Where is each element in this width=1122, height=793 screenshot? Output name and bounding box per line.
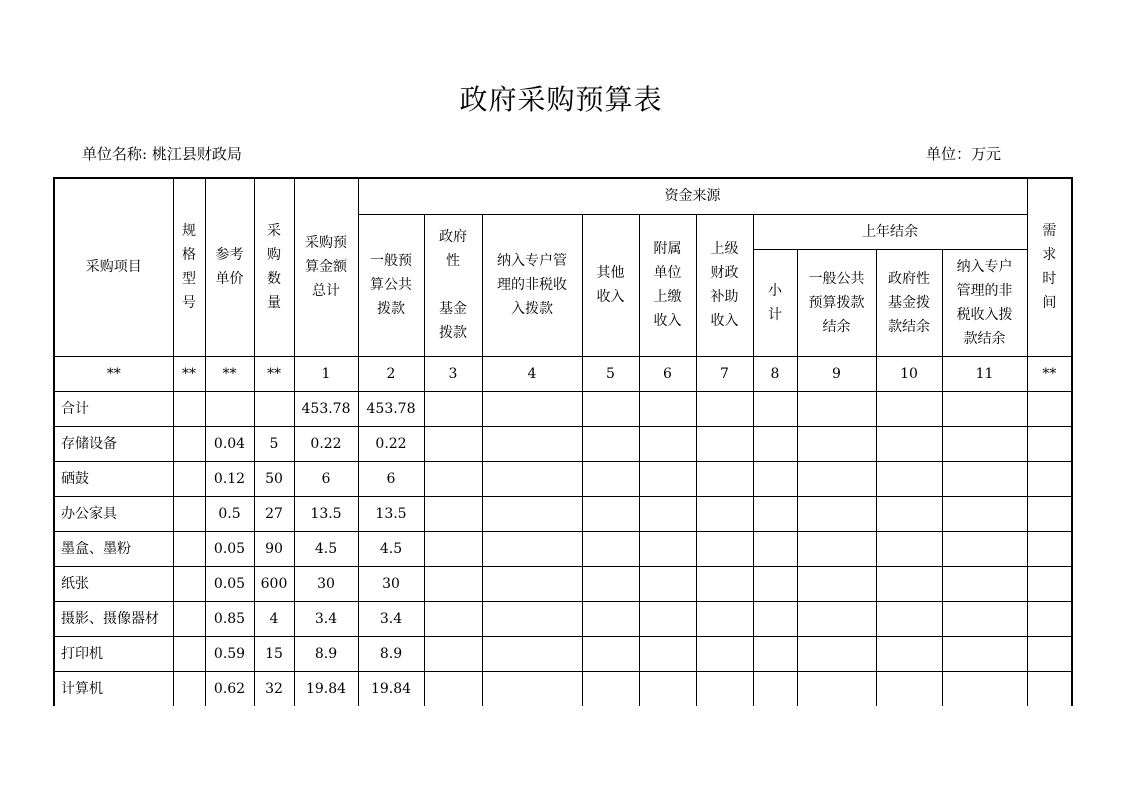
empty-cell bbox=[1027, 636, 1072, 671]
empty-cell bbox=[424, 531, 482, 566]
index-cell: 4 bbox=[482, 356, 582, 391]
index-cell: ** bbox=[254, 356, 294, 391]
empty-cell bbox=[1027, 426, 1072, 461]
table-row bbox=[54, 426, 1072, 461]
header-special-balance: 纳入专户 管理的非 税收入拨 款结余 bbox=[942, 249, 1027, 356]
cell-price: 0.05 bbox=[205, 531, 254, 566]
cell-qty: 600 bbox=[254, 566, 294, 601]
empty-cell bbox=[1027, 566, 1072, 601]
header-subtotal: 小 计 bbox=[753, 249, 797, 356]
empty-cell bbox=[1027, 531, 1072, 566]
cell-spec bbox=[173, 461, 205, 496]
cell-spec bbox=[173, 636, 205, 671]
empty-cell bbox=[582, 426, 639, 461]
empty-cell bbox=[582, 461, 639, 496]
empty-cell bbox=[639, 636, 696, 671]
cell-qty: 27 bbox=[254, 496, 294, 531]
cell-total: 30 bbox=[294, 566, 358, 601]
empty-cell bbox=[942, 391, 1027, 426]
index-cell: 1 bbox=[294, 356, 358, 391]
empty-cell bbox=[482, 671, 582, 706]
cell-general: 13.5 bbox=[358, 496, 424, 531]
header-item: 采购项目 bbox=[54, 178, 173, 356]
item-name-cell: 办公家具 bbox=[54, 496, 173, 531]
empty-cell bbox=[753, 426, 797, 461]
empty-cell bbox=[876, 671, 942, 706]
item-name-cell: 计算机 bbox=[54, 671, 173, 706]
header-special-nontax: 纳入专户管 理的非税收 入拨款 bbox=[482, 214, 582, 356]
empty-cell bbox=[1027, 496, 1072, 531]
empty-cell bbox=[696, 671, 753, 706]
empty-cell bbox=[424, 636, 482, 671]
empty-cell bbox=[753, 566, 797, 601]
empty-cell bbox=[942, 636, 1027, 671]
header-gov-fund: 政府 性 基金 拨款 bbox=[424, 214, 482, 356]
table-row bbox=[54, 601, 1072, 636]
index-cell: 10 bbox=[876, 356, 942, 391]
header-superior: 上级 财政 补助 收入 bbox=[696, 214, 753, 356]
index-cell: 3 bbox=[424, 356, 482, 391]
cell-general: 4.5 bbox=[358, 531, 424, 566]
cell-price: 0.59 bbox=[205, 636, 254, 671]
empty-cell bbox=[482, 566, 582, 601]
empty-cell bbox=[876, 461, 942, 496]
empty-cell bbox=[876, 601, 942, 636]
empty-cell bbox=[639, 566, 696, 601]
table-row bbox=[54, 496, 1072, 531]
empty-cell bbox=[582, 566, 639, 601]
empty-cell bbox=[696, 636, 753, 671]
empty-cell bbox=[876, 391, 942, 426]
empty-cell bbox=[696, 461, 753, 496]
index-row bbox=[54, 356, 1072, 391]
empty-cell bbox=[753, 531, 797, 566]
empty-cell bbox=[696, 496, 753, 531]
empty-cell bbox=[424, 426, 482, 461]
cell-price: 0.12 bbox=[205, 461, 254, 496]
empty-cell bbox=[424, 391, 482, 426]
empty-cell bbox=[1027, 391, 1072, 426]
empty-cell bbox=[424, 566, 482, 601]
cell-spec bbox=[173, 391, 205, 426]
empty-cell bbox=[797, 496, 876, 531]
item-name-cell: 墨盒、墨粉 bbox=[54, 531, 173, 566]
empty-cell bbox=[482, 601, 582, 636]
budget-table bbox=[53, 177, 1073, 706]
empty-cell bbox=[696, 426, 753, 461]
cell-price bbox=[205, 391, 254, 426]
cell-price: 0.05 bbox=[205, 566, 254, 601]
cell-qty: 32 bbox=[254, 671, 294, 706]
empty-cell bbox=[797, 391, 876, 426]
empty-cell bbox=[753, 496, 797, 531]
empty-cell bbox=[582, 636, 639, 671]
cell-general: 19.84 bbox=[358, 671, 424, 706]
index-cell: 6 bbox=[639, 356, 696, 391]
cell-price: 0.04 bbox=[205, 426, 254, 461]
cell-price: 0.85 bbox=[205, 601, 254, 636]
empty-cell bbox=[942, 496, 1027, 531]
cell-qty: 90 bbox=[254, 531, 294, 566]
index-cell: 8 bbox=[753, 356, 797, 391]
empty-cell bbox=[582, 496, 639, 531]
header-spec: 规 格 型 号 bbox=[173, 178, 205, 356]
empty-cell bbox=[639, 461, 696, 496]
cell-general: 6 bbox=[358, 461, 424, 496]
empty-cell bbox=[876, 636, 942, 671]
empty-cell bbox=[797, 566, 876, 601]
currency-unit: 单位：万元 bbox=[926, 145, 1002, 163]
empty-cell bbox=[942, 426, 1027, 461]
unit-name: 单位名称: 桃江县财政局 bbox=[82, 145, 242, 163]
table-row bbox=[54, 461, 1072, 496]
empty-cell bbox=[797, 461, 876, 496]
index-cell: 11 bbox=[942, 356, 1027, 391]
empty-cell bbox=[797, 671, 876, 706]
cell-total: 0.22 bbox=[294, 426, 358, 461]
cell-general: 0.22 bbox=[358, 426, 424, 461]
empty-cell bbox=[424, 496, 482, 531]
empty-cell bbox=[797, 636, 876, 671]
empty-cell bbox=[482, 461, 582, 496]
cell-qty: 50 bbox=[254, 461, 294, 496]
table-row bbox=[54, 671, 1072, 706]
item-name-cell: 合计 bbox=[54, 391, 173, 426]
cell-total: 453.78 bbox=[294, 391, 358, 426]
cell-total: 8.9 bbox=[294, 636, 358, 671]
index-cell: 7 bbox=[696, 356, 753, 391]
cell-price: 0.5 bbox=[205, 496, 254, 531]
cell-total: 6 bbox=[294, 461, 358, 496]
empty-cell bbox=[942, 531, 1027, 566]
empty-cell bbox=[582, 391, 639, 426]
empty-cell bbox=[753, 391, 797, 426]
cell-qty: 4 bbox=[254, 601, 294, 636]
header-general-balance: 一般公共 预算拨款 结余 bbox=[797, 249, 876, 356]
header-demand-time: 需 求 时 间 bbox=[1027, 178, 1072, 356]
empty-cell bbox=[1027, 671, 1072, 706]
empty-cell bbox=[797, 531, 876, 566]
cell-general: 453.78 bbox=[358, 391, 424, 426]
cell-qty: 15 bbox=[254, 636, 294, 671]
cell-total: 3.4 bbox=[294, 601, 358, 636]
index-cell: 5 bbox=[582, 356, 639, 391]
empty-cell bbox=[1027, 461, 1072, 496]
cell-spec bbox=[173, 566, 205, 601]
empty-cell bbox=[876, 566, 942, 601]
header-affiliated: 附属 单位 上缴 收入 bbox=[639, 214, 696, 356]
empty-cell bbox=[876, 426, 942, 461]
empty-cell bbox=[876, 531, 942, 566]
cell-general: 8.9 bbox=[358, 636, 424, 671]
header-qty: 采 购 数 量 bbox=[254, 178, 294, 356]
empty-cell bbox=[482, 636, 582, 671]
cell-total: 19.84 bbox=[294, 671, 358, 706]
empty-cell bbox=[797, 426, 876, 461]
header-gov-fund-balance: 政府性 基金拨 款结余 bbox=[876, 249, 942, 356]
empty-cell bbox=[582, 531, 639, 566]
header-other-income: 其他 收入 bbox=[582, 214, 639, 356]
cell-spec bbox=[173, 601, 205, 636]
table-row bbox=[54, 636, 1072, 671]
empty-cell bbox=[482, 391, 582, 426]
table-row bbox=[54, 391, 1072, 426]
empty-cell bbox=[1027, 601, 1072, 636]
index-cell: ** bbox=[54, 356, 173, 391]
cell-spec bbox=[173, 426, 205, 461]
empty-cell bbox=[639, 531, 696, 566]
cell-spec bbox=[173, 531, 205, 566]
header-total: 采购预 算金额 总计 bbox=[294, 178, 358, 356]
cell-price: 0.62 bbox=[205, 671, 254, 706]
cell-general: 3.4 bbox=[358, 601, 424, 636]
index-cell: 2 bbox=[358, 356, 424, 391]
cell-spec bbox=[173, 671, 205, 706]
empty-cell bbox=[696, 566, 753, 601]
item-name-cell: 存储设备 bbox=[54, 426, 173, 461]
empty-cell bbox=[753, 461, 797, 496]
empty-cell bbox=[582, 671, 639, 706]
cell-total: 13.5 bbox=[294, 496, 358, 531]
empty-cell bbox=[942, 671, 1027, 706]
page-title: 政府采购预算表 bbox=[459, 83, 663, 116]
empty-cell bbox=[424, 601, 482, 636]
empty-cell bbox=[639, 496, 696, 531]
empty-cell bbox=[582, 601, 639, 636]
cell-qty: 5 bbox=[254, 426, 294, 461]
empty-cell bbox=[696, 601, 753, 636]
header-fund-source: 资金来源 bbox=[358, 178, 1027, 214]
empty-cell bbox=[482, 496, 582, 531]
empty-cell bbox=[753, 601, 797, 636]
index-cell: ** bbox=[1027, 356, 1072, 391]
header-general-budget: 一般预 算公共 拨款 bbox=[358, 214, 424, 356]
item-name-cell: 纸张 bbox=[54, 566, 173, 601]
item-name-cell: 打印机 bbox=[54, 636, 173, 671]
empty-cell bbox=[753, 636, 797, 671]
item-name-cell: 硒鼓 bbox=[54, 461, 173, 496]
empty-cell bbox=[696, 391, 753, 426]
empty-cell bbox=[639, 426, 696, 461]
empty-cell bbox=[696, 531, 753, 566]
item-name-cell: 摄影、摄像器材 bbox=[54, 601, 173, 636]
empty-cell bbox=[753, 671, 797, 706]
empty-cell bbox=[942, 601, 1027, 636]
table-row bbox=[54, 531, 1072, 566]
cell-spec bbox=[173, 496, 205, 531]
empty-cell bbox=[942, 566, 1027, 601]
empty-cell bbox=[942, 461, 1027, 496]
empty-cell bbox=[482, 426, 582, 461]
empty-cell bbox=[876, 496, 942, 531]
empty-cell bbox=[639, 391, 696, 426]
empty-cell bbox=[482, 531, 582, 566]
index-cell: ** bbox=[205, 356, 254, 391]
empty-cell bbox=[424, 461, 482, 496]
table-row bbox=[54, 566, 1072, 601]
cell-qty bbox=[254, 391, 294, 426]
empty-cell bbox=[639, 671, 696, 706]
empty-cell bbox=[797, 601, 876, 636]
empty-cell bbox=[639, 601, 696, 636]
index-cell: 9 bbox=[797, 356, 876, 391]
empty-cell bbox=[424, 671, 482, 706]
cell-general: 30 bbox=[358, 566, 424, 601]
index-cell: ** bbox=[173, 356, 205, 391]
header-prior-year: 上年结余 bbox=[753, 214, 1027, 249]
cell-total: 4.5 bbox=[294, 531, 358, 566]
header-ref-price: 参考 单价 bbox=[205, 178, 254, 356]
